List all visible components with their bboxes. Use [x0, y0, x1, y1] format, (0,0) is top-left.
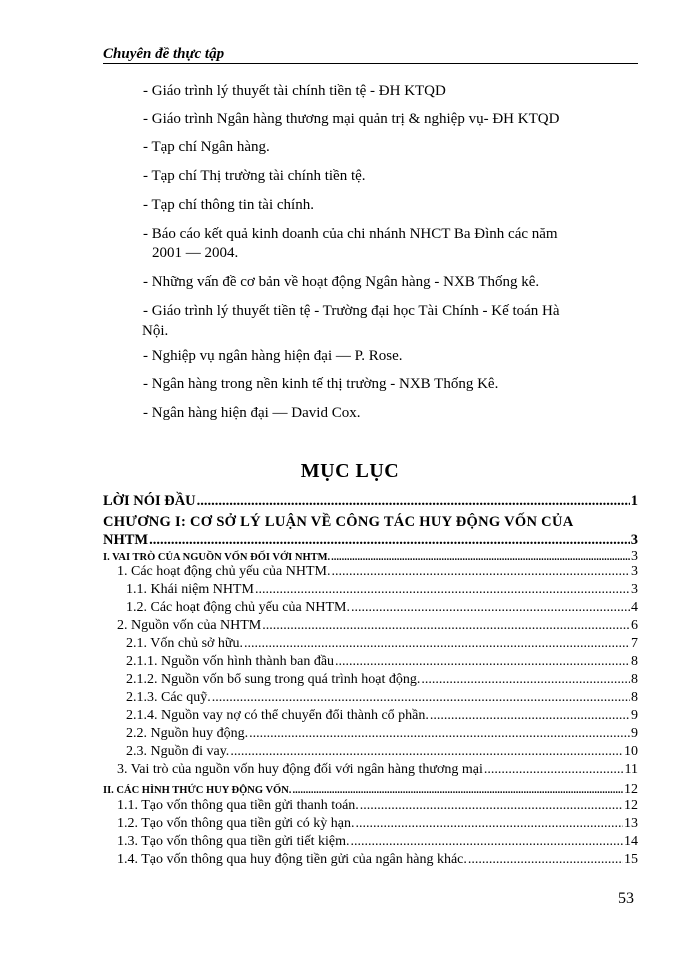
reference-item: - Báo cáo kết quả kinh doanh của chi nhánh NHCT Ba Đình các năm	[143, 226, 558, 242]
toc-entry[interactable]: 2.1.1. Nguồn vốn hình thành ban đầu ..... 8	[126, 654, 638, 670]
toc-entry[interactable]: I. VAI TRÒ CỦA NGUỒN VỐN ĐỐI VỚI NHTM. ..... 3	[103, 549, 638, 565]
toc-title: MỤC LỤC	[300, 460, 400, 482]
toc-entry-foreword[interactable]: LỜI NÓI ĐẦU ..... 1	[103, 493, 638, 510]
toc-entry[interactable]: 1.1. Tạo vốn thông qua tiền gửi thanh toán. ..... 12	[117, 798, 638, 814]
toc-entry[interactable]: 1. Các hoạt động chủ yếu của NHTM. ..... 3	[117, 564, 638, 580]
reference-item: - Giáo trình lý thuyết tài chính tiền tệ - ĐH KTQD	[143, 83, 446, 99]
toc-entry[interactable]: 2.1.4. Nguồn vay nợ có thể chuyển đổi thành cổ phần. ..... 9	[126, 708, 638, 724]
reference-item: - Tạp chí Ngân hàng.	[143, 139, 270, 155]
toc-entry[interactable]: 3. Vai trò của nguồn vốn huy động đối với ngân hàng thương mại ..... 11	[117, 762, 638, 778]
toc-entry[interactable]: 2.1. Vốn chủ sở hữu. ..... 7	[126, 636, 638, 652]
page-header	[103, 45, 638, 64]
toc-entry[interactable]: 1.1. Khái niệm NHTM ..... 3	[126, 582, 638, 598]
toc-entry[interactable]: 1.4. Tạo vốn thông qua huy động tiền gửi của ngân hàng khác. ..... 15	[117, 852, 638, 868]
toc-entry-chapter1[interactable]: CHƯƠNG I: CƠ SỞ LÝ LUẬN VỀ CÔNG TÁC HUY ĐỘNG VỐN CỦA NHTM ..... 3	[103, 513, 638, 549]
reference-item: - Ngân hàng hiện đại — David Cox.	[143, 405, 361, 421]
reference-item: - Ngân hàng trong nền kinh tế thị trường - NXB Thống Kê.	[143, 376, 499, 392]
toc-entry[interactable]: 2.1.3. Các quỹ. ..... 8	[126, 690, 638, 706]
reference-item: - Những vấn đề cơ bản về hoạt động Ngân hàng - NXB Thống kê.	[143, 274, 540, 290]
toc-entry[interactable]: 2.3. Nguồn đi vay. ..... 10	[126, 744, 638, 760]
toc-entry[interactable]: 2.2. Nguồn huy động. ..... 9	[126, 726, 638, 742]
reference-item-continued: 2001 — 2004.	[152, 245, 239, 261]
reference-item-continued: Nội.	[142, 323, 169, 339]
toc-entry[interactable]: II. CÁC HÌNH THỨC HUY ĐỘNG VỐN. ..... 12	[103, 782, 638, 798]
reference-item: - Tạp chí thông tin tài chính.	[143, 197, 314, 213]
toc-entry[interactable]: 2.1.2. Nguồn vốn bổ sung trong quá trình hoạt động. ..... 8	[126, 672, 638, 688]
reference-item: - Nghiệp vụ ngân hàng hiện đại — P. Rose.	[143, 348, 403, 364]
reference-item: - Giáo trình Ngân hàng thương mại quản trị & nghiệp vụ- ĐH KTQD	[143, 111, 560, 127]
reference-item: - Giáo trình lý thuyết tiền tệ - Trường đại học Tài Chính - Kế toán Hà	[143, 303, 560, 319]
toc-entry[interactable]: 1.2. Tạo vốn thông qua tiền gửi có kỳ hạn. ..... 13	[117, 816, 638, 832]
page-number: 53	[618, 890, 634, 907]
chapter1-title-line1: CHƯƠNG I: CƠ SỞ LÝ LUẬN VỀ CÔNG TÁC HUY ĐỘNG VỐN CỦA	[103, 514, 574, 530]
toc-entry[interactable]: 1.3. Tạo vốn thông qua tiền gửi tiết kiệm. ..... 14	[117, 834, 638, 850]
reference-item: - Tạp chí Thị trường tài chính tiền tệ.	[143, 168, 366, 184]
toc-entry[interactable]: 2. Nguồn vốn của NHTM ..... 6	[117, 618, 638, 634]
toc-entry[interactable]: 1.2. Các hoạt động chủ yếu của NHTM. ..... 4	[126, 600, 638, 616]
header-title: Chuyên đề thực tập	[103, 46, 225, 62]
